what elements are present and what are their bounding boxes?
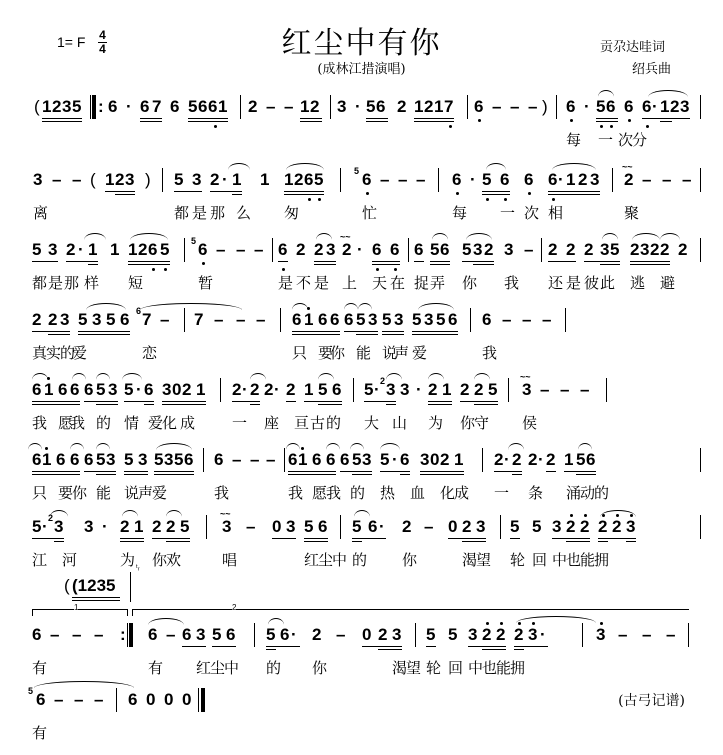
lyric-char: 你: [152, 551, 168, 569]
lyric-char: 愿: [312, 484, 328, 502]
lyric-char: 拥: [594, 551, 610, 569]
key-signature: 1= F: [57, 34, 86, 50]
lyric-char: 上: [342, 274, 358, 292]
lyric-char: 的: [326, 414, 342, 432]
lyric-char: 大: [364, 414, 380, 432]
lyric-char: 有: [32, 659, 48, 677]
lyric-char: 捉: [414, 274, 430, 292]
lyric-char: 能: [580, 551, 596, 569]
lyric-char: 尘: [318, 551, 334, 569]
lyric-char: 我: [70, 414, 86, 432]
lyric-char: 轮: [510, 551, 526, 569]
score-line-1: ( 1 2 3 5 : 6 · 6 7 6 5 6 6 1 2 – – 1 2 3 · 5 6 2 1 2 1 7 6 – – – ) 6 · 5 6 6 6 · 1 2 3 每 一 次 分: [0, 97, 723, 161]
score-line-6: 6 1 6 6 6 5 3 5 3 5 3 5 6 6 – – – 6 1 6 6 6 5 3 5 · 6 3 0 2 1 2 · 2 2 · 2 1 5 6 只 要 你 能 说 声 爱 我 我 愿 我 的 热 血 化 成 一 条 涌 动 的: [0, 450, 723, 514]
composer-credit: 绍兵曲: [632, 62, 672, 77]
lyric-char: 我: [288, 484, 304, 502]
time-sig-top: 4: [99, 28, 106, 42]
score-line-4: 2 2 3 5 3 5 6 6 7 – 7 – – – 6 1 6 6 6 5 3 5 3 5 3 5 6 6 – – – 真 实 的 爱 恋 只 要 你 能 说 声 爱 我: [0, 310, 723, 374]
lyric-char: 只: [292, 344, 308, 362]
lyric-char: 拥: [510, 659, 526, 677]
time-signature: [98, 30, 107, 55]
lyric-char: 次: [618, 131, 634, 149]
lyric-char: 红: [304, 551, 320, 569]
lyric-char: 有: [32, 724, 48, 742]
lyric-char: 你: [312, 659, 328, 677]
lyric-char: 的: [96, 414, 112, 432]
lyric-char: 欢: [166, 551, 182, 569]
lyric-char: 每: [566, 131, 582, 149]
lyric-char: 爱: [72, 344, 88, 362]
lyric-char: 也: [566, 551, 582, 569]
lyric-char: 回: [448, 659, 464, 677]
lyric-char: 热: [380, 484, 396, 502]
lyric-char: 侯: [522, 414, 538, 432]
lyric-char: 在: [390, 274, 406, 292]
lyric-char: 化: [162, 414, 178, 432]
lyric-char: 守: [474, 414, 490, 432]
lyric-char: 古: [310, 414, 326, 432]
lyric-char: 动: [580, 484, 596, 502]
score-line-9: 5 6 – – – 6 0 0 0 有: [0, 690, 723, 754]
lyric-char: 望: [476, 551, 492, 569]
lyric-char: 的: [350, 484, 366, 502]
lyric-char: 也: [482, 659, 498, 677]
lyric-char: 那: [64, 274, 80, 292]
lyric-char: 座: [264, 414, 280, 432]
lyric-char: 还: [548, 274, 564, 292]
lyric-char: 要: [58, 484, 74, 502]
lyric-char: 一: [232, 414, 248, 432]
lyric-char: 是: [566, 274, 582, 292]
lyric-char: 条: [528, 484, 544, 502]
lyric-char: 你: [462, 274, 478, 292]
lyric-char: 中: [552, 551, 568, 569]
lyric-char: 我: [214, 484, 230, 502]
lyric-char: 为: [120, 551, 136, 569]
lyric-char: 实: [46, 344, 62, 362]
lyric-char: 一: [500, 204, 516, 222]
lyric-char: 血: [410, 484, 426, 502]
lyric-char: 么: [236, 204, 252, 222]
lyric-char: 中: [224, 659, 240, 677]
lyric-char: 化: [440, 484, 456, 502]
lyric-char: 恋: [142, 344, 158, 362]
lyric-char: 天: [372, 274, 388, 292]
lyric-char: 红: [196, 659, 212, 677]
lyric-char: 能: [356, 344, 372, 362]
lyric-char: 分: [632, 131, 648, 149]
lyric-char: 彼: [584, 274, 600, 292]
lyric-char: 轮: [426, 659, 442, 677]
lyric-char: 说: [382, 344, 398, 362]
lyric-char: 成: [180, 414, 196, 432]
volta-1: [32, 609, 128, 616]
lyric-char: 是: [278, 274, 294, 292]
lyric-char: 只: [32, 484, 48, 502]
lyric-char: 声: [394, 344, 410, 362]
lyric-char: 短: [128, 274, 144, 292]
lyricist-credit: 贡尕达哇词: [600, 40, 666, 55]
lyric-char: 的: [60, 344, 76, 362]
lyric-char: 逃: [630, 274, 646, 292]
lyric-char: 次: [524, 204, 540, 222]
lyric-char: 要: [318, 344, 334, 362]
lyric-char: 我: [32, 414, 48, 432]
song-title: 红尘中有你: [281, 26, 442, 61]
lyric-char: 亘: [294, 414, 310, 432]
lyric-char: 说: [124, 484, 140, 502]
lyric-char: 你: [402, 551, 418, 569]
pickup-phrase: (1235: [72, 576, 116, 595]
performer-subtitle: (成林江措演唱): [317, 62, 406, 77]
lyric-char: 成: [454, 484, 470, 502]
lyric-char: 聚: [624, 204, 640, 222]
lyric-char: 是: [314, 274, 330, 292]
score-line-2: 3 – – ( 1 2 3 ) 5 3 2 · 1 1 1 2 6 5 5 6 – – – 6 · 5 6 6 6 · 1 2 3 2 ~~ – – – 离 都 是 那 么 匆 忙 每 一 次 相 聚: [0, 170, 723, 234]
score-line-7: 5 · 2 3 3 · 2 1 2 2 5 3 ~~ – 0 3 5 6 5 6 · 2 – 0 2 3 5 5 3 2 2 2 2 3 江 河 为 你 欢 唱 红 尘 中 的 你 渴 望 轮 回 中 也 能 拥: [0, 517, 723, 581]
lyric-char: 涌: [566, 484, 582, 502]
lyric-char: 我: [504, 274, 520, 292]
transcriber-note: (古弓记谱): [618, 693, 685, 709]
lyric-char: 渴: [462, 551, 478, 569]
lyric-char: 此: [600, 274, 616, 292]
lyric-char: 的: [352, 551, 368, 569]
lyric-char: 情: [124, 414, 140, 432]
lyric-char: 样: [84, 274, 100, 292]
lyric-char: 不: [296, 274, 312, 292]
lyric-char: 一: [494, 484, 510, 502]
lyric-char: 那: [210, 204, 226, 222]
lyric-char: 河: [62, 551, 78, 569]
score-line-5: 6 1 6 6 6 5 3 5 · 6 3 0 2 1 2 · 2 2 · 2 1 5 6 5 · 2 3 3 · 2 1 2 2 5 3 ~~ – – – 我 愿 我 的 情 爱 化 成 一 座 亘 古 的 大 山 为 你 守 侯: [0, 380, 723, 444]
lyric-char: 爱: [152, 484, 168, 502]
lyric-char: 相: [548, 204, 564, 222]
lyric-char: 望: [406, 659, 422, 677]
lyric-char: 愿: [58, 414, 74, 432]
lyric-char: 都: [174, 204, 190, 222]
lyric-char: 声: [138, 484, 154, 502]
lyric-char: 的: [266, 659, 282, 677]
score-line-8: 6 – – – : 6 – 6 3 5 6 5 6 · 2 – 0 2 3 5 5 3 2 2 2 3 · 3 – – – 有 有 红 尘 中 的 你 渴 望 轮 回 中 也 能 拥: [0, 625, 723, 689]
lyric-char: 每: [452, 204, 468, 222]
lyric-char: 中: [468, 659, 484, 677]
lyric-char: 是: [48, 274, 64, 292]
lyric-char: 是: [192, 204, 208, 222]
lyric-char: 真: [32, 344, 48, 362]
lyric-char: 避: [660, 274, 676, 292]
score-line-3: 5 3 2 · 1 1 1 2 6 5 5 6 – – – 6 2 2 3 2 ~~ · 6 6 6 5 6 5 3 2 3 – 2 2 2 3 5 2 3 2 2 2 都 是 那 样 短 暂 是 不 是 上 天 在 捉 弄 你 我 还 是 彼 此 逃 避: [0, 240, 723, 304]
lyric-char: 中: [332, 551, 348, 569]
lyric-char: 有: [148, 659, 164, 677]
time-sig-bottom: 4: [99, 42, 106, 56]
lyric-char: 的: [594, 484, 610, 502]
lyric-char: 为: [428, 414, 444, 432]
lyric-char: 回: [532, 551, 548, 569]
lyric-char: 唱: [222, 551, 238, 569]
lyric-char: 匆: [284, 204, 300, 222]
lyric-char: 你: [72, 484, 88, 502]
lyric-char: 我: [326, 484, 342, 502]
lyric-char: 你: [330, 344, 346, 362]
lyric-char: 弄: [430, 274, 446, 292]
lyric-char: 山: [392, 414, 408, 432]
lyric-char: 你: [460, 414, 476, 432]
lyric-char: 能: [96, 484, 112, 502]
lyric-char: 能: [496, 659, 512, 677]
lyric-char: 我: [482, 344, 498, 362]
lyric-char: 都: [32, 274, 48, 292]
lyric-char: 暂: [198, 274, 214, 292]
lyric-char: 离: [33, 204, 49, 222]
lyric-char: 渴: [392, 659, 408, 677]
lyric-char: 江: [32, 551, 48, 569]
lyric-char: 爱: [412, 344, 428, 362]
lyric-char: 尘: [210, 659, 226, 677]
volta-2: [132, 609, 689, 616]
lyric-char: 一: [598, 131, 614, 149]
lyric-char: 爱: [148, 414, 164, 432]
lyric-char: 忙: [362, 204, 378, 222]
